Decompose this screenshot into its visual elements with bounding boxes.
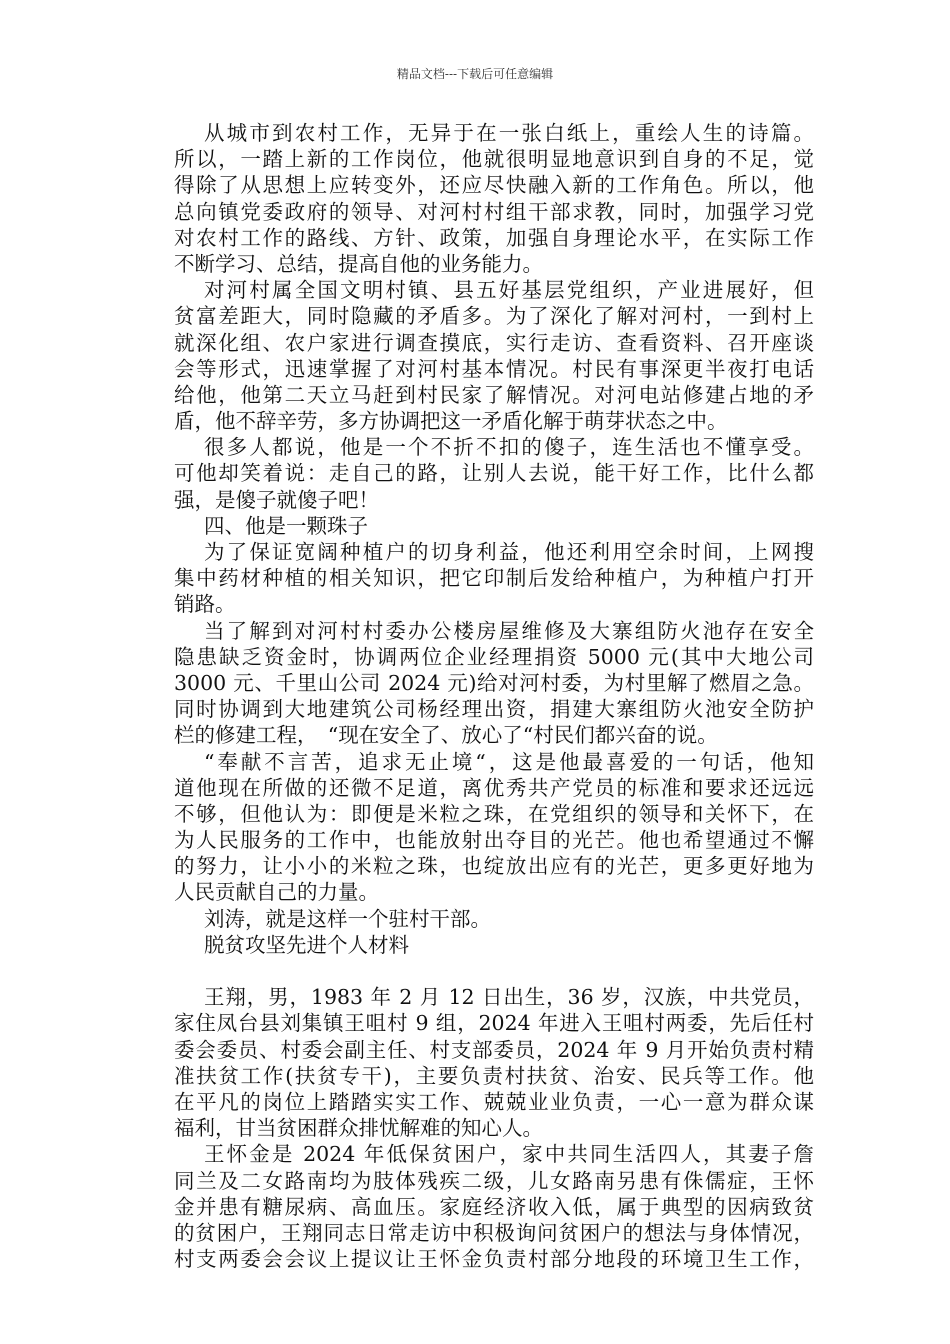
text-line: 对农村工作的路线、方针、政策，加强自身理论水平，在实际工作: [174, 225, 814, 250]
document-body: [174, 120, 814, 1272]
text-line: 委会委员、村委会副主任、村支部委员，2024 年 9 月开始负责村精: [174, 1037, 814, 1062]
text-line: 栏的修建工程， “现在安全了、放心了“村民们都兴奋的说。: [174, 723, 718, 748]
text-line: 隐患缺乏资金时，协调两位企业经理捐资 5000 元(其中大地公司: [174, 644, 814, 669]
text-line: 为人民服务的工作中，也能放射出夺目的光芒。他也希望通过不懈: [174, 828, 814, 853]
paragraph: [174, 1141, 814, 1272]
text-line: 集中药材种植的相关知识，把它印制后发给种植户，为种植户打开: [174, 566, 814, 591]
document-title: [174, 932, 814, 958]
paragraph: [174, 277, 814, 434]
text-line: 刘涛，就是这样一个驻村干部。: [204, 906, 491, 931]
text-line: 脱贫攻坚先进个人材料: [204, 932, 409, 957]
paragraph: [174, 618, 814, 749]
blank-line: [174, 958, 814, 984]
text-line: 就深化组、农户家进行调查摸底，实行走访、查看资料、召开座谈: [174, 330, 814, 355]
text-line: 很多人都说，他是一个不折不扣的傻子，连生活也不懂享受。: [204, 435, 814, 460]
text-line: 3000 元、千里山公司 2024 元)给对河村委，为村里解了燃眉之急。: [174, 670, 814, 695]
text-line: 得除了从思想上应转变外，还应尽快融入新的工作角色。所以，他: [174, 173, 814, 198]
text-line: 的努力，让小小的米粒之珠，也绽放出应有的光芒，更多更好地为: [174, 854, 814, 879]
text-line: 为了保证宽阔种植户的切身利益，他还利用空余时间，上网搜: [204, 540, 814, 564]
paragraph: [174, 749, 814, 906]
text-line: 福利，甘当贫困群众排忧解难的知心人。: [174, 1116, 543, 1141]
text-line: 盾，他不辞辛劳，多方协调把这一矛盾化解于萌芽状态之中。: [174, 409, 728, 434]
text-line: 不断学习、总结，提高自他的业务能力。: [174, 251, 543, 276]
text-line: 村支两委会会议上提议让王怀金负责村部分地段的环境卫生工作，: [174, 1247, 814, 1272]
text-line: 家住凤台县刘集镇王咀村 9 组，2024 年进入王咀村两委，先后任村: [174, 1011, 814, 1036]
text-line: 在平凡的岗位上踏踏实实工作、兢兢业业负责，一心一意为群众谋: [174, 1089, 814, 1114]
text-line: 给他，他第二天立马赶到村民家了解情况。对河电站修建占地的矛: [174, 382, 814, 407]
section-heading: [174, 513, 814, 539]
text-line: 强，是傻子就傻子吧！: [174, 487, 379, 512]
text-line: 贫富差距大，同时隐藏的矛盾多。为了深化了解对河村，一到村上: [174, 304, 814, 329]
text-line: 的贫困户，王翔同志日常走访中积极询问贫困户的想法与身体情况，: [174, 1220, 814, 1245]
text-line: 王怀金是 2024 年低保贫困户，家中共同生活四人，其妻子詹: [204, 1142, 814, 1167]
text-line: 不够，但他认为：即便是米粒之珠，在党组织的领导和关怀下，在: [174, 801, 814, 826]
paragraph: [174, 539, 814, 618]
paragraph: [174, 434, 814, 513]
text-line: 可他却笑着说：走自己的路，让别人去说，能干好工作，比什么都: [174, 461, 814, 486]
text-line: 人民贡献自己的力量。: [174, 880, 379, 905]
page-header: 精品文档---下载后可任意编辑: [396, 67, 554, 81]
text-line: 同兰及二女路南均为肢体残疾二级，儿女路南另患有侏儒症，王怀: [174, 1168, 814, 1193]
paragraph: [174, 906, 814, 932]
text-line: 对河村属全国文明村镇、县五好基层党组织，产业进展好，但: [204, 278, 814, 303]
text-line: “奉献不言苦，追求无止境“，这是他最喜爱的一句话，他知: [204, 749, 814, 774]
text-line: 四、他是一颗珠子: [204, 513, 368, 538]
text-line: 会等形式，迅速掌握了对河村基本情况。村民有事深更半夜打电话: [174, 356, 814, 381]
text-line: 道他现在所做的还微不足道，离优秀共产党员的标准和要求还远远: [174, 775, 814, 800]
text-line: 销路。: [174, 592, 236, 617]
text-line: 王翔，男，1983 年 2 月 12 日出生，36 岁，汉族，中共党员，: [204, 985, 814, 1010]
text-line: 所以，一踏上新的工作岗位，他就很明显地意识到自身的不足，觉: [174, 147, 814, 172]
text-line: 总向镇党委政府的领导、对河村村组干部求教，同时，加强学习党: [174, 199, 814, 224]
text-line: 准扶贫工作(扶贫专干)，主要负责村扶贫、治安、民兵等工作。他: [174, 1063, 814, 1088]
text-line: 当了解到对河村村委办公楼房屋维修及大寨组防火池存在安全: [204, 618, 814, 643]
paragraph: [174, 984, 814, 1141]
paragraph: [174, 120, 814, 277]
text-line: 从城市到农村工作，无异于在一张白纸上，重绘人生的诗篇。: [204, 121, 814, 145]
text-line: 金并患有糖尿病、高血压。家庭经济收入低，属于典型的因病致贫: [174, 1194, 814, 1219]
text-line: 同时协调到大地建筑公司杨经理出资，捐建大寨组防火池安全防护: [174, 697, 814, 722]
